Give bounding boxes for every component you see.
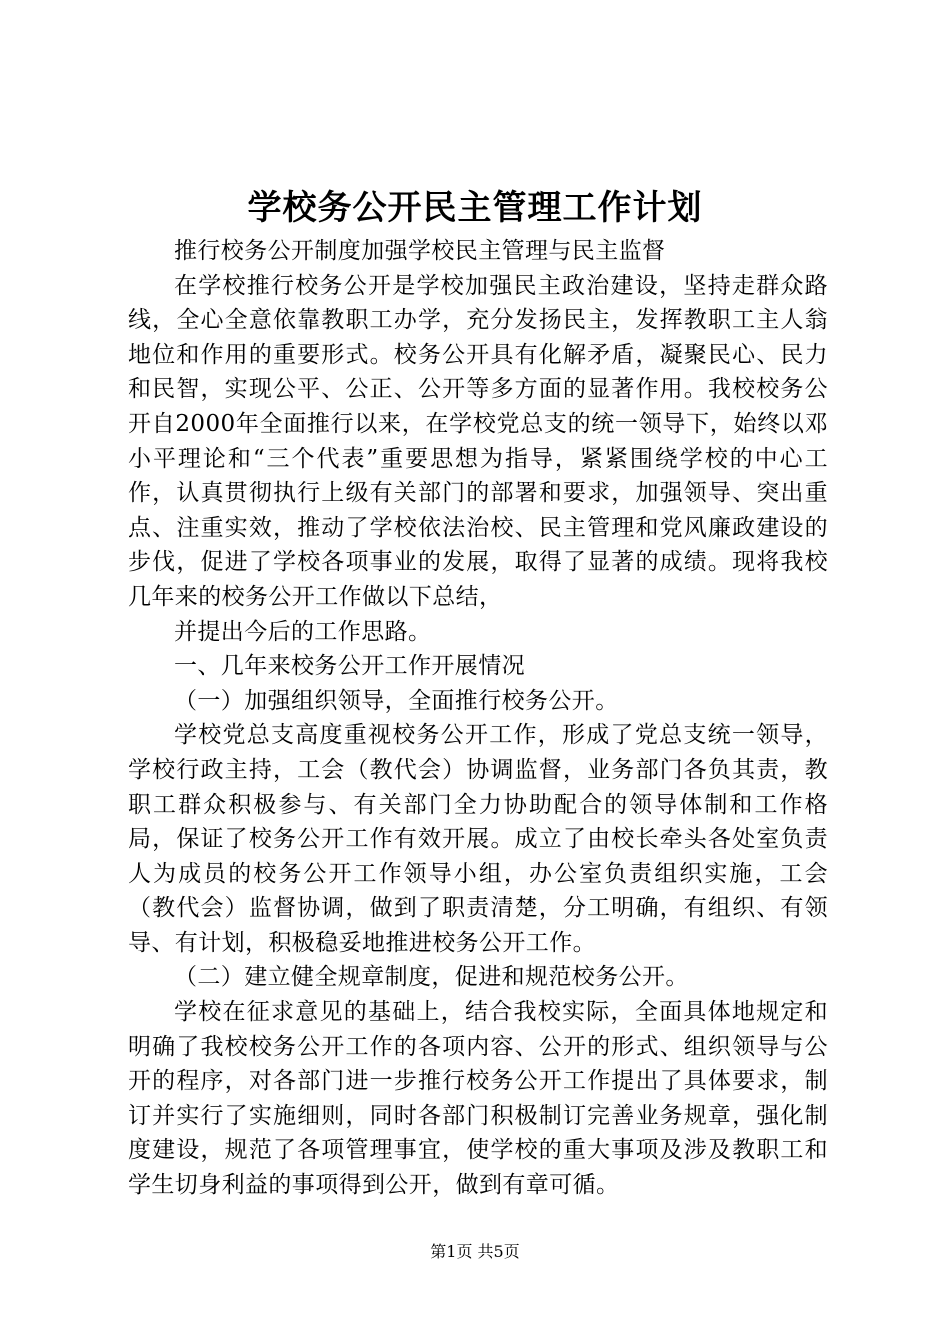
subtitle-paragraph: 推行校务公开制度加强学校民主管理与民主监督 [174, 238, 666, 264]
intro-continuation-paragraph: 并提出今后的工作思路。 [174, 618, 432, 645]
subsection-heading-1: （一）加强组织领导，全面推行校务公开。 [174, 687, 619, 714]
subsection-1-paragraph: 学校党总支高度重视校务公开工作，形成了党总支统一领导，学校行政主持，工会（教代会）协调监督，业务部门各负其责，教职工群众积极参与、有关部门全力协助配合的领导体制和工作格局，保证了校务公开工作有效开展。成立了由校长牵头各处室负责人为成员的校务公开工作领导小组，办公室负责组织实施，工会（教代会）监督协调，做到了职责清楚，分工明确，有组织、有领导、有计划，积极稳妥地推进校务公开工作。 [128, 722, 828, 956]
section-heading-1: 一、几年来校务公开工作开展情况 [174, 653, 525, 680]
document-title: 学校务公开民主管理工作计划 [247, 188, 703, 228]
subsection-2-paragraph: 学校在征求意见的基础上，结合我校实际，全面具体地规定和明确了我校校务公开工作的各项内容、公开的形式、组织领导与公开的程序，对各部门进一步推行校务公开工作提出了具体要求，制订并实行了实施细则，同时各部门积极制订完善业务规章，强化制度建设，规范了各项管理事宜，使学校的重大事项及涉及教职工和学生切身利益的事项得到公开，做到有章可循。 [128, 999, 828, 1199]
intro-paragraph: 在学校推行校务公开是学校加强民主政治建设，坚持走群众路线，全心全意依靠教职工办学，充分发扬民主，发挥教职工主人翁地位和作用的重要形式。校务公开具有化解矛盾，凝聚民心、民力和民智，实现公平、公正、公开等多方面的显著作用。我校校务公开自2000年全面推行以来，在学校党总支的统一领导下，始终以邓小平理论和“三个代表”重要思想为指导，紧紧围绕学校的中心工作，认真贯彻执行上级有关部门的部署和要求，加强领导、突出重点、注重实效，推动了学校依法治校、民主管理和党风廉政建设的步伐，促进了学校各项事业的发展，取得了显著的成绩。现将我校几年来的校务公开工作做以下总结， [128, 272, 828, 610]
document-body [128, 234, 828, 1203]
page-footer: 第1页 共5页 [430, 1242, 520, 1261]
subsection-heading-2: （二）建立健全规章制度，促进和规范校务公开。 [174, 964, 689, 991]
